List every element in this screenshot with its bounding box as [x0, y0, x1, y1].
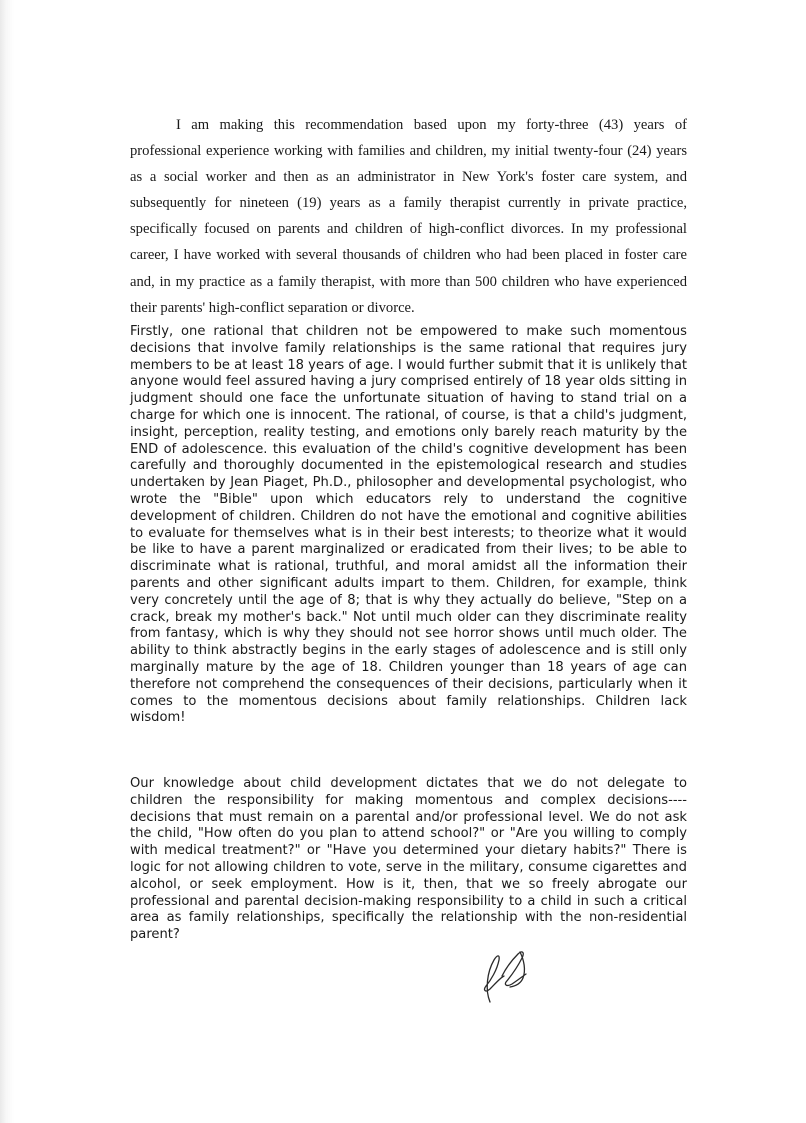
signature-icon	[476, 946, 536, 1004]
paragraph-child-development: Our knowledge about child development dictates that we do not delegate to children the responsibility for making momentous and complex decisions----decisions that must remain on a parental and/or professional level. We do not ask the child, "How often do you plan to attend school?" or "Are you willing to comply with medical treatment?" or "Have you determined your dietary habits?" There is logic for not allowing children to vote, serve in the military, consume cigarettes and alcohol, or seek employment. How is it, then, that we so freely abrogate our professional and parental decision-making responsibility to a child in such a critical area as family relationships, specifically the relationship with the non-residential parent?	[130, 776, 687, 943]
paragraph-jury-age-rationale: Firstly, one rational that children not be empowered to make such momentous decisions that involve family relationships is the same rational that requires jury members to be at least 18 years of age. I would further submit that it is unlikely that anyone would feel assured having a jury comprised entirely of 18 year olds sitting in judgment should one face the unfortunate situation of having to stand trial on a charge for which one is innocent. The rational, of course, is that a child's judgment, insight, perception, reality testing, and emotions only barely reach maturity by the END of adolescence. this evaluation of the child's cognitive development has been carefully and thoroughly documented in the epistemological research and studies undertaken by Jean Piaget, Ph.D., philosopher and developmental psychologist, who wrote the "Bible" upon which educators rely to understand the cognitive development of children. Children do not have the emotional and cognitive abilities to evaluate for themselves what is in their best interests; to theorize what it would be like to have a parent marginalized or eradicated from their lives; to be able to discriminate what is rational, truthful, and moral amidst all the information their parents and other significant adults impart to them. Children, for example, think very concretely until the age of 8; that is why they actually do believe, "Step on a crack, break my mother's back." Not until much older can they discriminate reality from fantasy, which is why they should not see horror shows until much older. The ability to think abstractly begins in the early stages of adolescence and is still only marginally mature by the age of 18. Children younger than 18 years of age can therefore not comprehend the consequences of their decisions, particularly when it comes to the momentous decisions about family relationships. Children lack wisdom!	[130, 324, 687, 726]
paragraph-recommendation-basis: I am making this recommendation based upon my forty-three (43) years of professional experience working with families and children, my initial twenty-four (24) years as a social worker and then as an administrator in New York's foster care system, and subsequently for nineteen (19) years as a family therapist currently in private practice, specifically focused on parents and children of high-conflict divorces. In my professional career, I have worked with several thousands of children who had been placed in foster care and, in my practice as a family therapist, with more than 500 children who have experienced their parents' high-conflict separation or divorce.	[130, 117, 687, 316]
